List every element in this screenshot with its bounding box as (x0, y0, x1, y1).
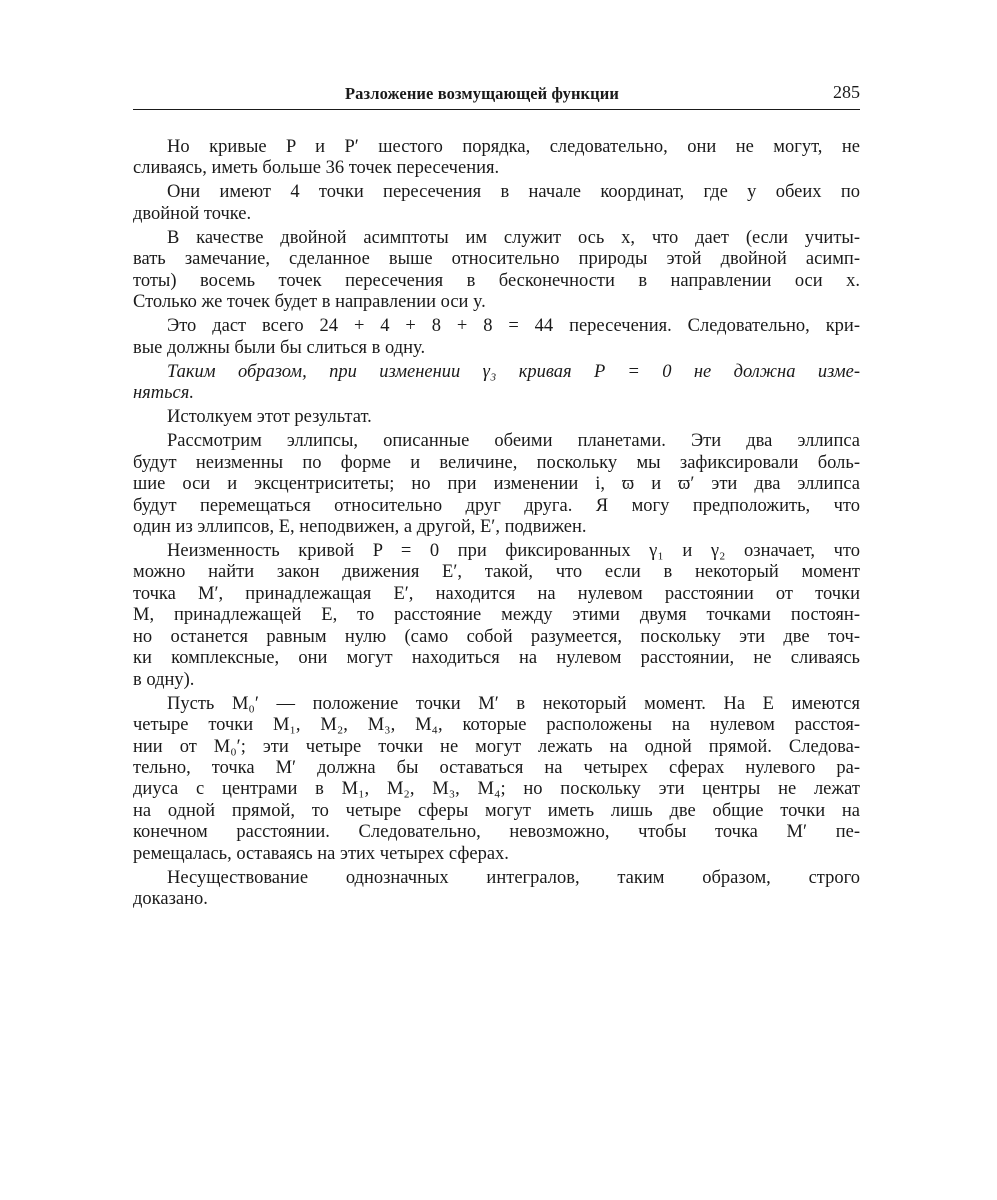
text-line: один из эллипсов, E, неподвижен, а другой, E′, подвижен. (133, 517, 587, 537)
body-text (133, 137, 860, 911)
text-line: тоты) восемь точек пересечения в бесконечности в направлении оси x. (133, 270, 860, 291)
text-line: нии от M₀′; эти четыре точки не могут лежать на одной прямой. Следова- (133, 736, 860, 757)
text-line: но останется равным нулю (само собой разумеется, поскольку эти две точ- (133, 626, 860, 647)
text-line: ки комплексные, они могут находиться на нулевом расстоянии, не сливаясь (133, 648, 860, 669)
text-line: В качестве двойной асимптоты им служит ось x, что дает (если учиты- (167, 227, 860, 248)
text-line: вые должны были бы слиться в одну. (133, 337, 426, 358)
text-line: тельно, точка M′ должна бы оставаться на четырех сферах нулевого ра- (133, 758, 860, 778)
text-line: Они имеют 4 точки пересечения в начале координат, где у обеих по (167, 182, 860, 203)
text-line: будут перемещаться относительно друг друга. Я могу предположить, что (133, 495, 860, 516)
text-line: будут неизменны по форме и величине, поскольку мы зафиксировали боль- (133, 452, 860, 473)
text-line: на одной прямой, то четыре сферы могут иметь лишь две общие точки на (133, 800, 860, 821)
running-title: Разложение возмущающей функции (345, 84, 619, 103)
text-line: Несуществование однозначных интегралов, таким образом, строго (167, 867, 860, 888)
text-line: няться. (133, 383, 194, 404)
text-line: M, принадлежащей E, то расстояние между этими двумя точками постоян- (133, 605, 860, 626)
text-line: конечном расстоянии. Следовательно, невозможно, чтобы точка M′ пе- (133, 822, 860, 843)
text-line: вать замечание, сделанное выше относительно природы этой двойной асимп- (133, 249, 860, 270)
running-head (133, 82, 860, 108)
text-line: диуса с центрами в M₁, M₂, M₃, M₄; но поскольку эти центры не лежат (133, 779, 860, 800)
text-line: Столько же точек будет в направлении оси y. (133, 292, 486, 313)
text-line: Но кривые P и P′ шестого порядка, следовательно, они не могут, не (167, 137, 860, 157)
text-line: Истолкуем этот результат. (167, 407, 372, 428)
page-number: 285 (833, 82, 860, 102)
text-line: сливаясь, иметь больше 36 точек пересечения. (133, 158, 500, 179)
text-line: Неизменность кривой P = 0 при фиксированных γ₁ и γ₂ означает, что (167, 541, 860, 562)
text-line: Рассмотрим эллипсы, описанные обеими планетами. Эти два эллипса (167, 431, 860, 452)
text-line: доказано. (133, 889, 208, 910)
text-line: можно найти закон движения E′, такой, что если в некоторый момент (133, 562, 860, 583)
text-line: в одну). (133, 669, 195, 690)
header-rule (133, 109, 860, 110)
text-line: шие оси и эксцентриситеты; но при изменении i, ϖ и ϖ′ эти два эллипса (133, 474, 860, 495)
text-line: Пусть M₀′ — положение точки M′ в некоторый момент. На E имеются (167, 693, 860, 714)
text-line: двойной точке. (133, 203, 252, 224)
text-line: Это даст всего 24 + 4 + 8 + 8 = 44 пересечения. Следовательно, кри- (167, 316, 860, 337)
text-line: точка M′, принадлежащая E′, находится на нулевом расстоянии от точки (133, 583, 860, 604)
text-line: ремещалась, оставаясь на этих четырех сферах. (133, 843, 509, 864)
text-line: четыре точки M₁, M₂, M₃, M₄, которые расположены на нулевом расстоя- (133, 715, 860, 736)
text-line: Таким образом, при изменении γ₃ кривая P = 0 не должна изме- (167, 361, 860, 382)
